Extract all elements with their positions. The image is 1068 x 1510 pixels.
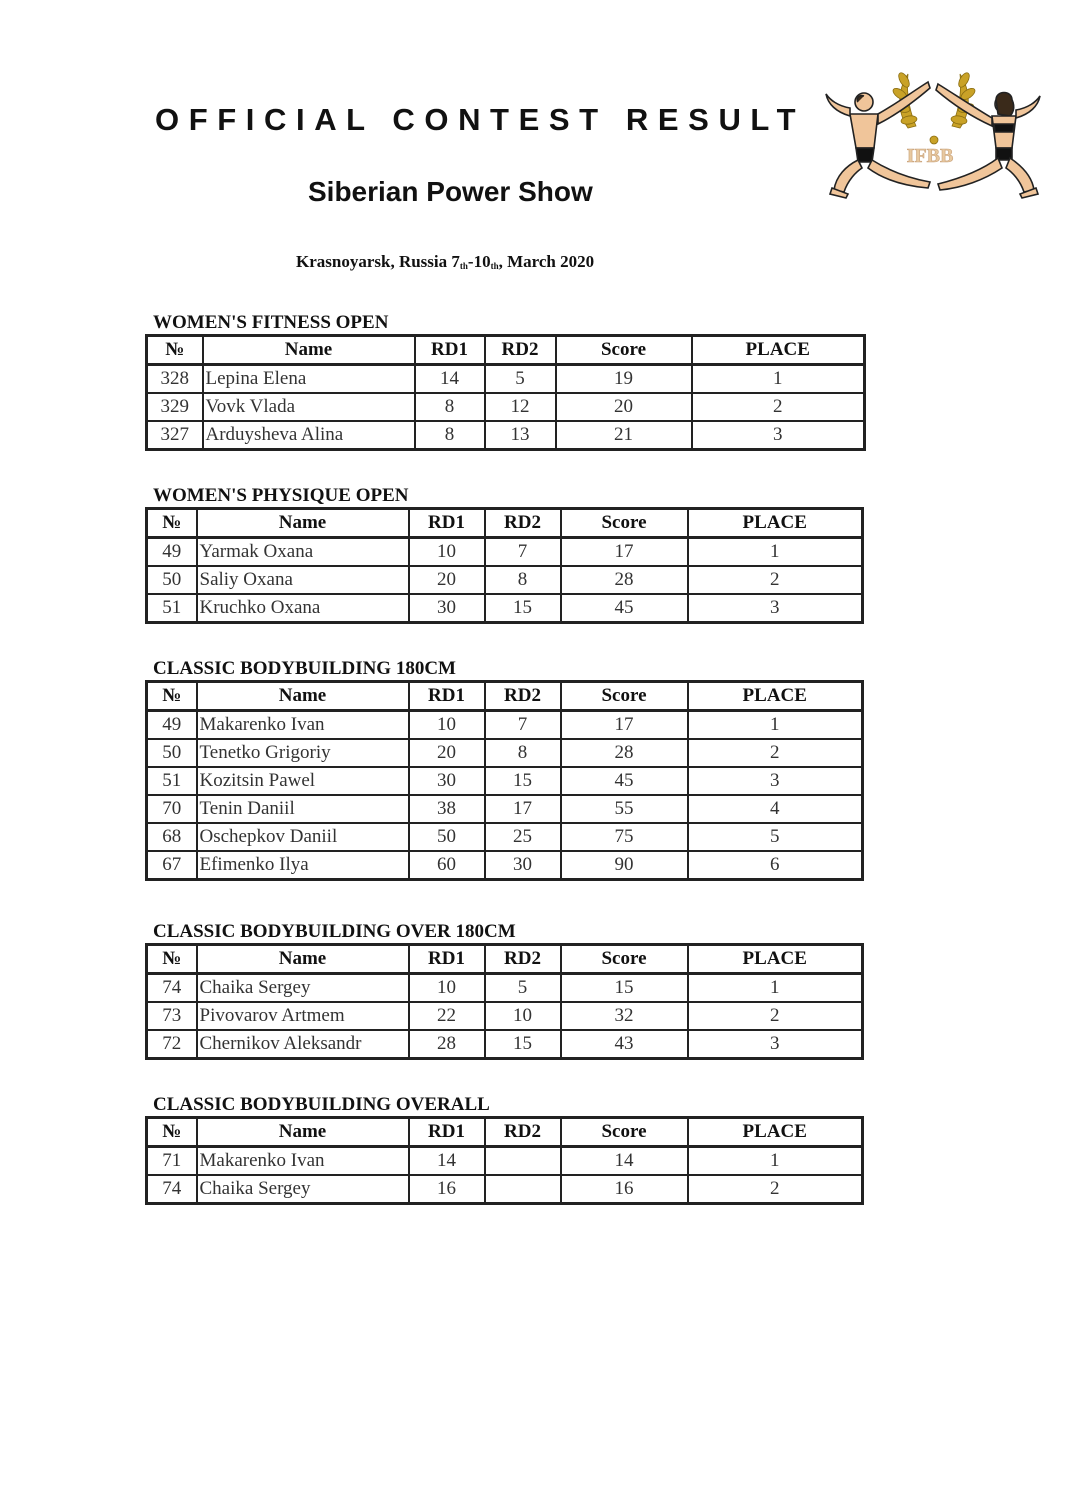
cell-name: Pivovarov Artmem [197,1002,409,1030]
table-header-row [147,1118,863,1147]
cell-place: 3 [688,767,863,795]
cell-score: 16 [561,1175,688,1204]
table-row [147,767,863,795]
cell-rd1: 14 [415,365,485,394]
table-row [147,393,865,421]
column-header-number: № [147,509,197,538]
table-header-row [147,682,863,711]
cell-rd2: 8 [485,566,561,594]
results-table [145,507,864,624]
column-header-rd1: RD1 [409,509,485,538]
ifbb-logo-text: IFBB [906,145,954,167]
column-header-name: Name [197,682,409,711]
female-athlete-icon [936,84,1040,198]
column-header-name: Name [197,1118,409,1147]
cell-rd1: 38 [409,795,485,823]
column-header-number: № [147,1118,197,1147]
cell-score: 45 [561,594,688,623]
column-header-place: PLACE [688,1118,863,1147]
cell-place: 3 [688,1030,863,1059]
cell-rd1: 20 [409,566,485,594]
cell-place: 1 [688,974,863,1003]
cell-number: 50 [147,566,197,594]
cell-place: 3 [692,421,865,450]
day2-suffix: th [490,261,499,271]
column-header-rd2: RD2 [485,1118,561,1147]
column-header-score: Score [556,336,692,365]
column-header-rd2: RD2 [485,336,556,365]
cell-rd2: 8 [485,739,561,767]
cell-number: 49 [147,711,197,740]
cell-name: Chaika Sergey [197,974,409,1003]
cell-rd2: 7 [485,711,561,740]
table-row [147,566,863,594]
location-suffix: , March 2020 [498,252,595,271]
column-header-rd2: RD2 [485,682,561,711]
cell-place: 1 [692,365,865,394]
column-header-score: Score [561,1118,688,1147]
column-header-place: PLACE [688,945,863,974]
table-row [147,1030,863,1059]
cell-rd2: 25 [485,823,561,851]
cell-name: Lepina Elena [203,365,415,394]
table-row [147,795,863,823]
cell-score: 20 [556,393,692,421]
cell-place: 1 [688,538,863,567]
column-header-name: Name [203,336,415,365]
table-row [147,851,863,880]
cell-place: 1 [688,1147,863,1176]
section-title: WOMEN'S PHYSIQUE OPEN [153,485,409,506]
cell-number: 51 [147,594,197,623]
cell-rd1: 10 [409,974,485,1003]
cell-rd2: 7 [485,538,561,567]
table-row [147,365,865,394]
ifbb-logo [812,56,1052,216]
column-header-number: № [147,945,197,974]
section-womens-fitness-open [145,312,866,451]
table-row [147,974,863,1003]
results-table [145,1116,864,1205]
cell-number: 73 [147,1002,197,1030]
cell-number: 70 [147,795,197,823]
table-row [147,823,863,851]
document-title: OFFICIAL CONTEST RESULT [155,102,806,137]
section-title: WOMEN'S FITNESS OPEN [153,312,389,333]
cell-score: 17 [561,538,688,567]
column-header-place: PLACE [692,336,865,365]
cell-name: Kruchko Oxana [197,594,409,623]
cell-name: Makarenko Ivan [197,1147,409,1176]
section-classic-bodybuilding-over-180cm [145,921,864,1060]
cell-rd2: 12 [485,393,556,421]
column-header-place: PLACE [688,509,863,538]
table-header-row [147,336,865,365]
cell-name: Vovk Vlada [203,393,415,421]
cell-place: 1 [688,711,863,740]
cell-name: Chernikov Aleksandr [197,1030,409,1059]
table-header-row [147,509,863,538]
column-header-number: № [147,682,197,711]
cell-place: 2 [688,739,863,767]
cell-rd1: 10 [409,711,485,740]
cell-rd1: 8 [415,421,485,450]
table-row [147,1147,863,1176]
cell-rd2 [485,1175,561,1204]
table-header-row [147,945,863,974]
cell-number: 329 [147,393,203,421]
column-header-name: Name [197,945,409,974]
cell-rd1: 8 [415,393,485,421]
cell-score: 43 [561,1030,688,1059]
column-header-score: Score [561,945,688,974]
cell-place: 3 [688,594,863,623]
table-row [147,1002,863,1030]
column-header-rd2: RD2 [485,509,561,538]
column-header-name: Name [197,509,409,538]
table-row [147,421,865,450]
cell-number: 328 [147,365,203,394]
table-body [147,538,863,623]
cell-name: Kozitsin Pawel [197,767,409,795]
cell-rd2: 5 [485,974,561,1003]
cell-name: Efimenko Ilya [197,851,409,880]
section-title: CLASSIC BODYBUILDING OVERALL [153,1094,490,1115]
cell-place: 4 [688,795,863,823]
table-row [147,739,863,767]
cell-number: 72 [147,1030,197,1059]
cell-number: 50 [147,739,197,767]
cell-rd1: 60 [409,851,485,880]
cell-rd1: 22 [409,1002,485,1030]
cell-number: 49 [147,538,197,567]
column-header-score: Score [561,509,688,538]
cell-name: Saliy Oxana [197,566,409,594]
results-table [145,943,864,1060]
cell-rd2: 15 [485,767,561,795]
day1-suffix: th [459,261,468,271]
cell-rd1: 28 [409,1030,485,1059]
cell-place: 2 [688,566,863,594]
cell-place: 2 [688,1002,863,1030]
cell-rd1: 16 [409,1175,485,1204]
cell-rd1: 10 [409,538,485,567]
cell-number: 71 [147,1147,197,1176]
table-body [147,365,865,450]
cell-score: 55 [561,795,688,823]
cell-rd2: 15 [485,594,561,623]
cell-rd2: 17 [485,795,561,823]
cell-score: 45 [561,767,688,795]
column-header-number: № [147,336,203,365]
column-header-place: PLACE [688,682,863,711]
table-body [147,711,863,880]
cell-score: 32 [561,1002,688,1030]
column-header-rd2: RD2 [485,945,561,974]
cell-place: 6 [688,851,863,880]
table-row [147,594,863,623]
column-header-rd1: RD1 [409,682,485,711]
cell-rd1: 50 [409,823,485,851]
results-table [145,680,864,881]
cell-number: 51 [147,767,197,795]
cell-score: 19 [556,365,692,394]
cell-name: Tenin Daniil [197,795,409,823]
table-body [147,1147,863,1204]
cell-rd1: 30 [409,594,485,623]
cell-score: 17 [561,711,688,740]
cell-number: 327 [147,421,203,450]
cell-score: 14 [561,1147,688,1176]
column-header-rd1: RD1 [409,945,485,974]
cell-name: Arduysheva Alina [203,421,415,450]
male-athlete-icon [826,82,930,198]
cell-name: Chaika Sergey [197,1175,409,1204]
cell-name: Tenetko Grigoriy [197,739,409,767]
cell-score: 21 [556,421,692,450]
date-separator: -10 [467,252,491,271]
results-table [145,334,866,451]
column-header-score: Score [561,682,688,711]
column-header-rd1: RD1 [409,1118,485,1147]
cell-rd1: 30 [409,767,485,795]
section-title: CLASSIC BODYBUILDING OVER 180CM [153,921,516,942]
table-body [147,974,863,1059]
cell-number: 74 [147,974,197,1003]
location-prefix: Krasnoyarsk, Russia 7 [296,252,460,271]
cell-rd2: 5 [485,365,556,394]
cell-name: Oschepkov Daniil [197,823,409,851]
section-classic-bodybuilding-180cm [145,658,864,881]
cell-score: 15 [561,974,688,1003]
cell-rd2 [485,1147,561,1176]
cell-score: 90 [561,851,688,880]
cell-place: 2 [688,1175,863,1204]
cell-rd1: 14 [409,1147,485,1176]
cell-place: 5 [688,823,863,851]
section-womens-physique-open [145,485,864,624]
cell-rd1: 20 [409,739,485,767]
cell-score: 28 [561,739,688,767]
cell-rd2: 10 [485,1002,561,1030]
event-location-date [296,250,594,278]
table-row [147,711,863,740]
cell-score: 75 [561,823,688,851]
cell-number: 74 [147,1175,197,1204]
section-title: CLASSIC BODYBUILDING 180CM [153,658,456,679]
table-row [147,1175,863,1204]
table-row [147,538,863,567]
cell-name: Yarmak Oxana [197,538,409,567]
event-title: Siberian Power Show [308,176,593,207]
cell-rd2: 15 [485,1030,561,1059]
cell-rd2: 30 [485,851,561,880]
cell-rd2: 13 [485,421,556,450]
cell-name: Makarenko Ivan [197,711,409,740]
cell-number: 68 [147,823,197,851]
cell-score: 28 [561,566,688,594]
column-header-rd1: RD1 [415,336,485,365]
cell-place: 2 [692,393,865,421]
section-classic-bodybuilding-overall [145,1094,864,1205]
cell-number: 67 [147,851,197,880]
